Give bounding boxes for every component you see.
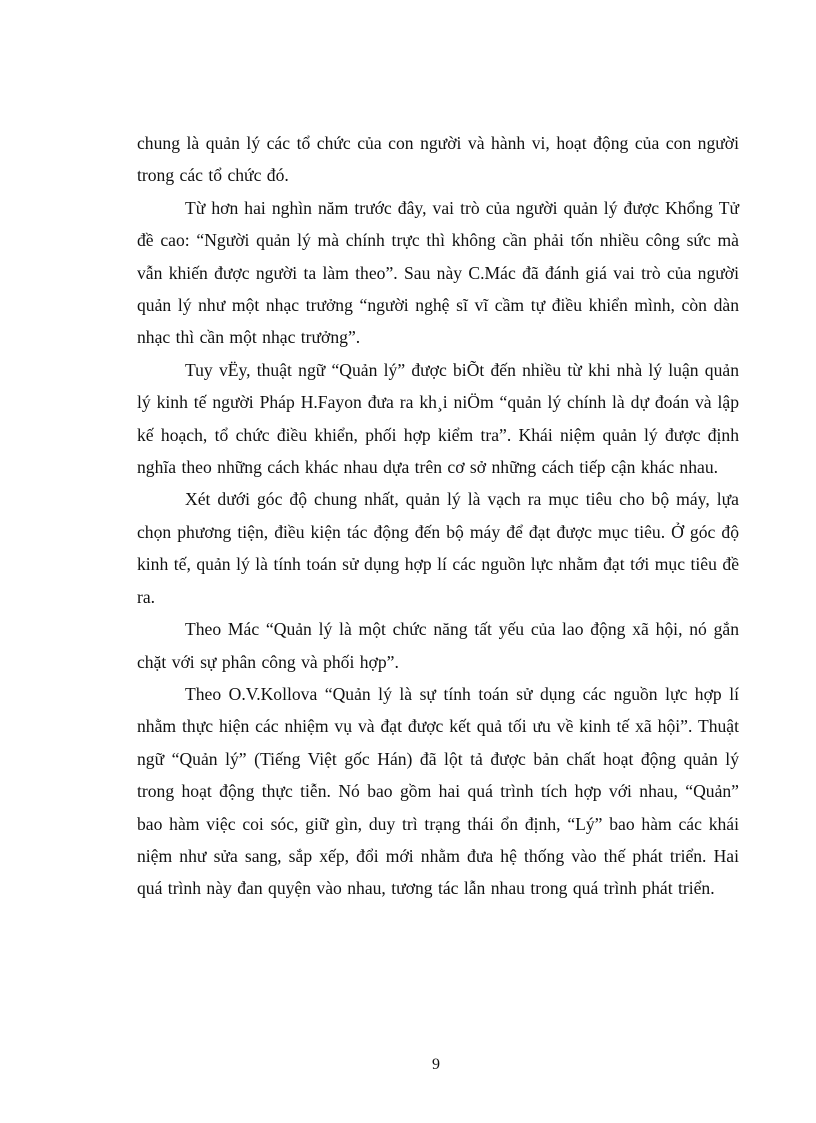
paragraph-kollova: Theo O.V.Kollova “Quản lý là sự tính toán sử dụng các nguồn lực hợp lí nhằm thực hiện các nhiệm vụ và đạt được kết quả tối ưu về kinh tế xã hội”. Thuật ngữ “Quản lý” (Tiếng Việt gốc Hán) đã lột tả được bản chất hoạt động quản lý trong hoạt động thực tiễn. Nó bao gồm hai quá trình tích hợp với nhau, “Quản” bao hàm việc coi sóc, giữ gìn, duy trì trạng thái ổn định, “Lý” bao hàm các khái niệm như sửa sang, sắp xếp, đổi mới nhằm đưa hệ thống vào thế phát triển. Hai quá trình này đan quyện vào nhau, tương tác lẫn nhau trong quá trình phát triển. — [137, 683, 739, 899]
paragraph-khong-tu: Từ hơn hai nghìn năm trước đây, vai trò của người quản lý được Khổng Tử đề cao: “Người quản lý mà chính trực thì không cần phải tốn nhiều công sức mà vẫn khiến được người ta làm theo”. Sau này C.Mác đã đánh giá vai trò của người quản lý như một nhạc trưởng “người nghệ sĩ vĩ cầm tự điều khiển mình, còn dàn nhạc thì cần một nhạc trưởng”. — [137, 197, 739, 348]
paragraph-general-definition: Xét dưới góc độ chung nhất, quản lý là vạch ra mục tiêu cho bộ máy, lựa chọn phương tiện, điều kiện tác động đến bộ máy để đạt được mục tiêu. Ở góc độ kinh tế, quản lý là tính toán sử dụng hợp lí các nguồn lực nhằm đạt tới mục tiêu đề ra. — [137, 489, 739, 607]
body-text — [137, 127, 739, 905]
paragraph-marx: Theo Mác “Quản lý là một chức năng tất yếu của lao động xã hội, nó gắn chặt với sự phân công và phối hợp”. — [137, 619, 739, 672]
paragraph-fayon: Tuy vËy, thuật ngữ “Quản lý” được biÕt đến nhiều từ khi nhà lý luận quản lý kinh tế người Pháp H.Fayon đưa ra kh¸i niÖm “quản lý chính là dự đoán và lập kế hoạch, tổ chức điều khiển, phối hợp kiểm tra”. Khái niệm quản lý được định nghĩa theo những cách khác nhau dựa trên cơ sở những cách tiếp cận khác nhau. — [137, 359, 739, 478]
page-number: 9 — [432, 1056, 440, 1073]
paragraph-continuation: chung là quản lý các tổ chức của con người và hành vi, hoạt động của con người trong các tổ chức đó. — [137, 133, 739, 186]
